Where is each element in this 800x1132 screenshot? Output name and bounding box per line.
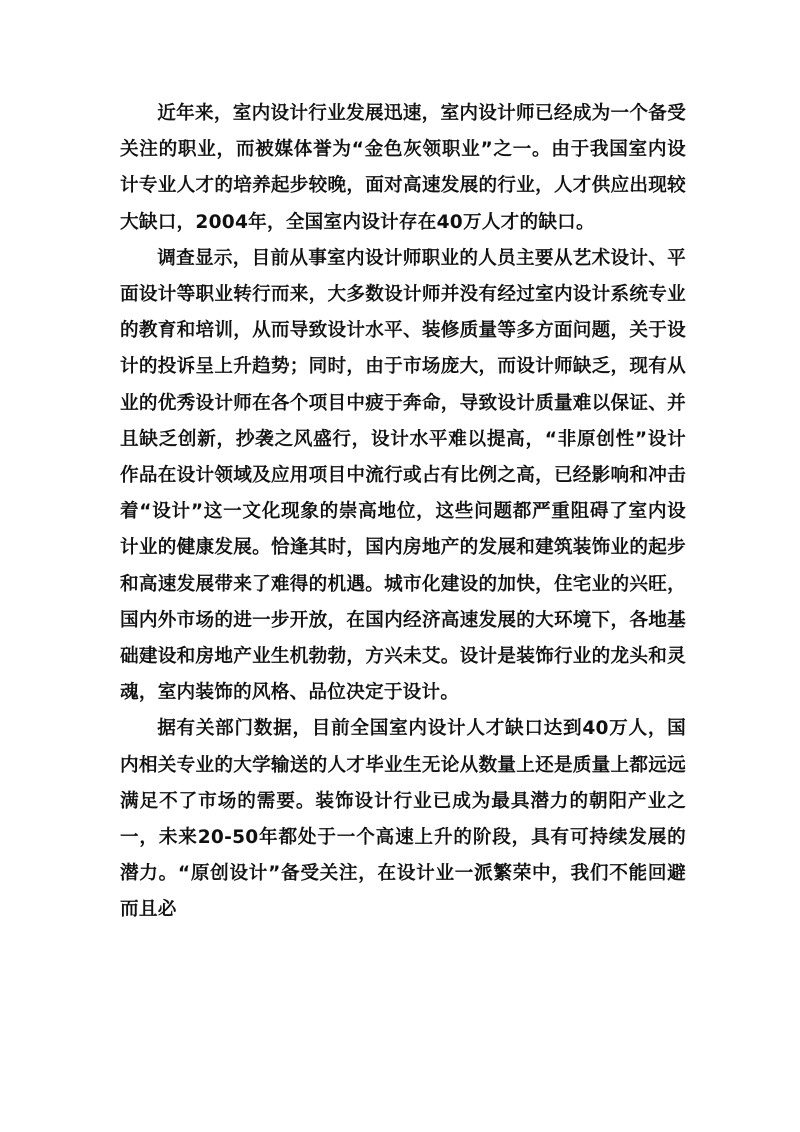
paragraph-2: 调查显示，目前从事室内设计师职业的人员主要从艺术设计、平面设计等职业转行而来，大多数设计师并没有经过室内设计系统专业的教育和培训，从而导致设计水平、装修质量等多方面问题，关于设计的投诉呈上升趋势；同时，由于市场庞大，而设计师缺乏，现有从业的优秀设计师在各个项目中疲于奔命，导致设计质量难以保证、并且缺乏创新，抄袭之风盛行，设计水平难以提高，“非原创性”设计作品在设计领域及应用项目中流行或占有比例之高，已经影响和冲击着“设计”这一文化现象的崇高地位，这些问题都严重阻碍了室内设计业的健康发展。恰逢其时，国内房地产的发展和建筑装饰业的起步和高速发展带来了难得的机遇。城市化建设的加快，住宅业的兴旺，国内外市场的进一步开放，在国内经济高速发展的大环境下，各地基础建设和房地产业生机勃勃，方兴未艾。设计是装饰行业的龙头和灵魂，室内装饰的风格、品位决定于设计。 [120,247,686,704]
paragraph-3: 据有关部门数据，目前全国室内设计人才缺口达到40万人，国内相关专业的大学输送的人才毕业生无论从数量上还是质量上都远远满足不了市场的需要。装饰设计行业已成为最具潜力的朝阳产业之一，未来20-50年都处于一个高速上升的阶段，具有可持续发展的潜力。“原创设计”备受关注，在设计业一派繁荣中，我们不能回避而且必 [120,718,686,921]
paragraph-1: 近年来，室内设计行业发展迅速，室内设计师已经成为一个备受关注的职业，而被媒体誉为“金色灰领职业”之一。由于我国室内设计专业人才的培养起步较晚，面对高速发展的行业，人才供应出现较大缺口，2004年，全国室内设计存在40万人才的缺口。 [120,103,686,233]
document-body [120,96,686,929]
